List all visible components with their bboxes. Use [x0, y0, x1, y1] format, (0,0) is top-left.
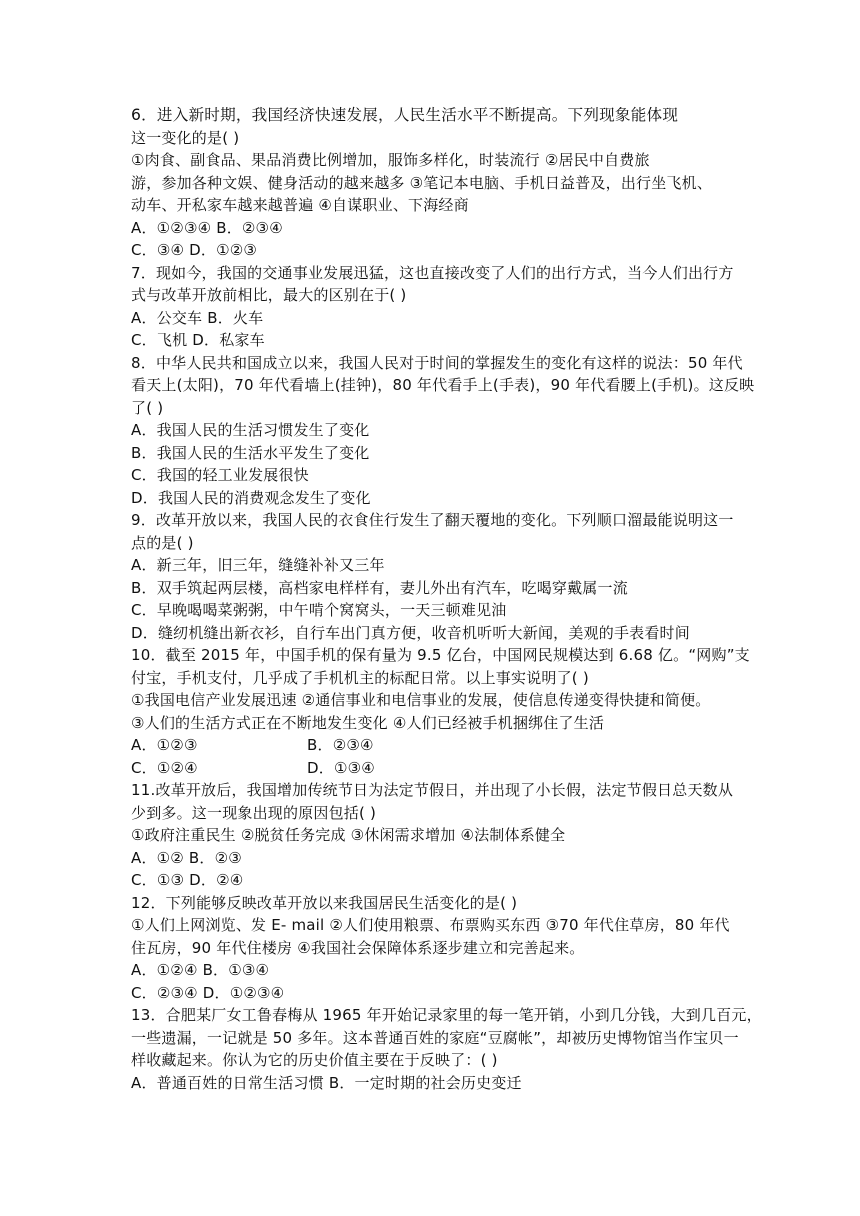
question-block [131, 1004, 762, 1094]
question-block [131, 779, 734, 892]
question-stem: 7．现如今，我国的交通事业发展迅猛，这也直接改变了人们的出行方式，当今人们出行方 [131, 263, 734, 282]
question-line: 住瓦房，90 年代住楼房 ④我国社会保障体系逐步建立和完善起来。 [131, 938, 585, 957]
question-block [131, 352, 755, 510]
question-stem: 9．改革开放以来，我国人民的衣食住行发生了翻天覆地的变化。下列顺口溜最能说明这一 [131, 511, 734, 529]
question-line: 一些遗漏，一记就是 50 多年。这本普通百姓的家庭“豆腐帐”，却被历史博物馆当作宝贝一 [131, 1028, 739, 1047]
question-block [131, 262, 734, 352]
question-line: C．飞机 D．私家车 [131, 331, 265, 349]
question-line: 游，参加各种文娱、健身活动的越来越多 ③笔记本电脑、手机日益普及，出行坐飞机、 [131, 173, 713, 192]
question-line: 点的是( ) [131, 533, 194, 552]
question-stem: 10．截至 2015 年，中国手机的保有量为 9.5 亿台，中国网民规模达到 6.68 亿。“网购”支 [131, 646, 750, 664]
question-line: 这一变化的是( ) [131, 128, 240, 147]
question-line: D．我国人民的消费观念发生了变化 [131, 488, 371, 507]
question-block [131, 509, 734, 644]
option: C．①②④ [131, 758, 198, 777]
option-row [131, 757, 731, 780]
question-line: ①人们上网浏览、发 E- mail ②人们使用粮票、布票购买东西 ③70 年代住草房，80 年代 [131, 916, 730, 934]
question-line: ①肉食、副食品、果品消费比例增加，服饰多样化，时装流行 ②居民中自费旅 [131, 151, 650, 169]
question-line: C．②③④ D．①②③④ [131, 983, 285, 1002]
question-line: ③人们的生活方式正在不断地发生变化 ④人们已经被手机捆绑住了生活 [131, 713, 605, 732]
question-stem: 11.改革开放后，我国增加传统节日为法定节假日，并出现了小长假，法定节假日总天数从 [131, 781, 734, 799]
question-line: B．双手筑起两层楼，高档家电样样有，妻儿外出有汽车，吃喝穿戴属一流 [131, 578, 628, 597]
question-stem: 6．进入新时期，我国经济快速发展，人民生活水平不断提高。下列现象能体现 [131, 106, 679, 124]
question-line: C．③④ D．①②③ [131, 241, 258, 259]
question-line: 样收藏起来。你认为它的历史价值主要在于反映了：( ) [131, 1051, 498, 1069]
question-line: A．普通百姓的日常生活习惯 B．一定时期的社会历史变迁 [131, 1073, 522, 1092]
question-line: B．我国人民的生活水平发生了变化 [131, 443, 370, 462]
question-line: 看天上(太阳)，70 年代看墙上(挂钟)，80 年代看手上(手表)，90 年代看腰上(手机)。这反映 [131, 376, 755, 394]
question-line: C．我国的轻工业发展很快 [131, 466, 309, 484]
question-line: A．公交车 B．火车 [131, 308, 264, 327]
question-stem: 13．合肥某厂女工鲁春梅从 1965 年开始记录家里的每一笔开销，小到几分钱，大到几百元， [131, 1006, 762, 1024]
question-stem: 12．下列能够反映改革开放以来我国居民生活变化的是( ) [131, 893, 518, 912]
option-row [131, 734, 731, 757]
question-line: 少到多。这一现象出现的原因包括( ) [131, 803, 377, 822]
question-block [131, 104, 731, 262]
option: D．①③④ [307, 758, 375, 777]
question-line: C．①③ D．②④ [131, 871, 244, 889]
question-line: 式与改革开放前相比，最大的区别在于( ) [131, 286, 407, 304]
option: B．②③④ [307, 736, 374, 754]
question-line: A．①②④ B．①③④ [131, 961, 270, 979]
question-line: A．新三年，旧三年，缝缝补补又三年 [131, 556, 385, 574]
question-block [131, 644, 750, 779]
question-block [131, 892, 731, 1005]
question-line: A．我国人民的生活习惯发生了变化 [131, 421, 370, 439]
question-line: A．①② B．②③ [131, 848, 242, 867]
question-line: 了( ) [131, 398, 164, 417]
question-line: 动车、开私家车越来越普遍 ④自谋职业、下海经商 [131, 196, 469, 214]
question-line: C．早晚喝喝菜粥粥，中午啃个窝窝头，一天三顿难见油 [131, 601, 507, 619]
question-stem: 8．中华人民共和国成立以来，我国人民对于时间的掌握发生的变化有这样的说法：50 年代 [131, 353, 743, 372]
question-line: D．缝纫机缝出新衣衫，自行车出门真方便，收音机听听大新闻，美观的手表看时间 [131, 623, 690, 642]
question-line: A．①②③④ B．②③④ [131, 218, 283, 237]
question-line: ①我国电信产业发展迅速 ②通信事业和电信事业的发展，使信息传递变得快捷和简便。 [131, 691, 711, 709]
option: A．①②③ [131, 736, 198, 754]
question-line: 付宝，手机支付，几乎成了手机机主的标配日常。以上事实说明了( ) [131, 668, 589, 687]
question-sheet [131, 104, 762, 1094]
question-line: ①政府注重民生 ②脱贫任务完成 ③休闲需求增加 ④法制体系健全 [131, 826, 566, 844]
